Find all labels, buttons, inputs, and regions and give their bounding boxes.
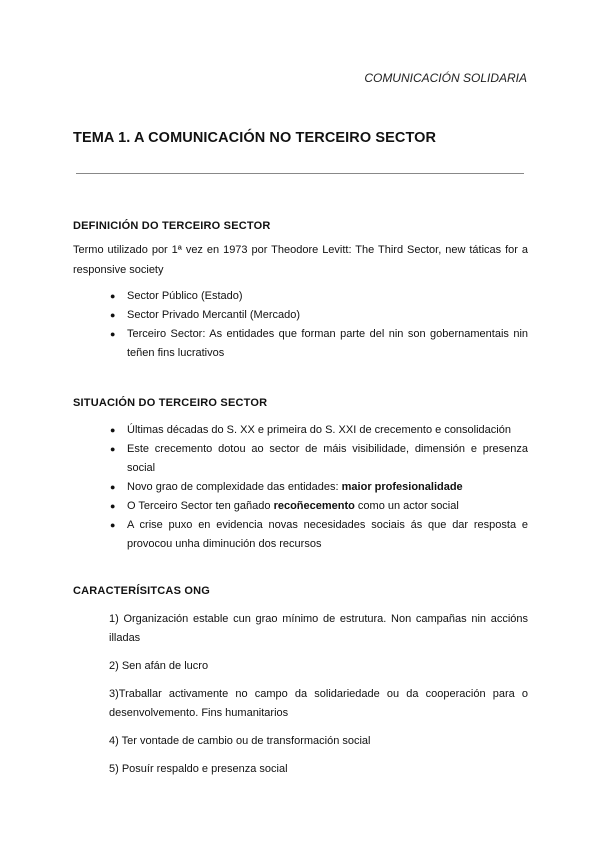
section-caracteristicas: [73, 585, 528, 779]
page-title: TEMA 1. A COMUNICACIÓN NO TERCEIRO SECTOR: [73, 130, 437, 146]
bold-phrase: maior profesionalidade: [341, 481, 463, 493]
bullet-icon: ●: [110, 310, 116, 320]
list-item: ● Novo grao de complexidade das entidades: maior profesionalidade: [73, 478, 528, 497]
bold-phrase: recoñecemento: [273, 500, 355, 512]
list-item: ● Sector Público (Estado): [73, 287, 528, 306]
situacion-list: [73, 421, 528, 554]
list-item: ● Terceiro Sector: As entidades que forman parte del nin son gobernamentais nin teñen fins lucrativos: [73, 325, 528, 363]
numbered-item: 1) Organización estable cun grao mínimo de estrutura. Non campañas nin accións illadas: [109, 613, 528, 644]
bullet-icon: ●: [110, 444, 116, 454]
definicion-list: [73, 287, 528, 363]
definicion-intro: Termo utilizado por 1ª vez en 1973 por Theodore Levitt: The Third Sector, new táticas for a responsive society: [73, 244, 528, 276]
numbered-item: 4) Ter vontade de cambio ou de transformación social: [109, 735, 371, 747]
running-header: COMUNICACIÓN SOLIDARIA: [364, 71, 527, 85]
section-heading-caracteristicas: CARACTERÍSITCAS ONG: [73, 585, 211, 597]
list-item: ● Sector Privado Mercantil (Mercado): [73, 306, 528, 325]
section-heading-definicion: DEFINICIÓN DO TERCEIRO SECTOR: [73, 220, 271, 232]
list-item: ● A crise puxo en evidencia novas necesidades sociais ás que dar resposta e provocou unha diminución dos recursos: [73, 516, 528, 554]
list-item: ● O Terceiro Sector ten gañado recoñecemento como un actor social: [73, 497, 528, 516]
bullet-icon: ●: [110, 291, 116, 301]
list-item: ● Este crecemento dotou ao sector de máis visibilidade, dimensión e presenza social: [73, 440, 528, 478]
section-heading-situacion: SITUACIÓN DO TERCEIRO SECTOR: [73, 397, 268, 409]
section-situacion: [73, 397, 528, 554]
numbered-item: 2) Sen afán de lucro: [109, 660, 209, 672]
section-definicion: [73, 220, 528, 363]
bullet-icon: ●: [110, 482, 116, 492]
bullet-icon: ●: [110, 520, 116, 530]
numbered-item: 3)Traballar activamente no campo da solidariedade ou da cooperación para o desenvolvemento. Fins humanitarios: [109, 688, 528, 719]
title-divider: [76, 173, 524, 174]
bullet-icon: ●: [110, 501, 116, 511]
bullet-icon: ●: [110, 329, 116, 339]
bullet-icon: ●: [110, 425, 116, 435]
list-item: ● Últimas décadas do S. XX e primeira do S. XXI de crecemento e consolidación: [73, 421, 528, 440]
numbered-item: 5) Posuír respaldo e presenza social: [109, 763, 288, 775]
